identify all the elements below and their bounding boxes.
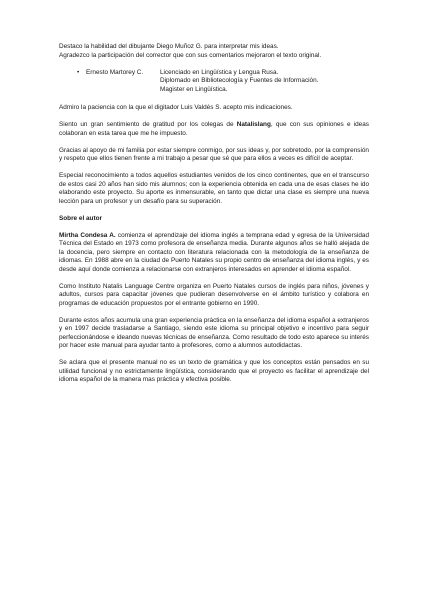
familia-paragraph: Gracias al apoyo de mi familia por estar siempre conmigo, por sus ideas y, por sobretodo, por la comprensión y respeto que ellos tienen frente a mi trabajo a pesar que sé que para ellos a veces es difícil de aceptar. (59, 146, 369, 162)
instituto-paragraph: Como Instituto Natalis Language Centre organiza en Puerto Natales cursos de inglés para niños, jóvenes y adultos, cursos para capacitar jóvenes que pudieran desenvolverse en el ámbito turístico y colabora en programas de educación propuestos por el entrante gobierno en 1990. (59, 282, 369, 307)
bullet-credentials (160, 69, 318, 95)
document-page (59, 43, 369, 393)
section-heading: Sobre el autor (59, 214, 102, 222)
colegas-paragraph (59, 121, 369, 138)
autor-paragraph (59, 232, 369, 275)
intro-paragraph (59, 43, 369, 60)
bullet-person-name: Ernesto Martorey C. (86, 68, 144, 76)
credential-line: Licenciado en Lingüística y Lengua Rusa. (160, 68, 279, 76)
credential-line: Diplomado en Bibliotecología y Fuentes de Información. (160, 77, 319, 84)
estudiantes-paragraph: Especial reconocimiento a todos aquellos estudiantes venidos de los cinco continentes, que en el transcurso de estos casi 20 años han sido mis alumnos; con la experiencia obtenida en cada una de esas clases he ido elaborando este proyecto. Su aporte es inmensurable, en tanto que dictar una clase es siempre una nueva lección para un profesor y un desafío para su superación. (59, 172, 369, 205)
natalislang-bold: Natalislang (236, 121, 271, 128)
colegas-text-after: , que con sus opiniones e ideas colaboran en esta tarea que me he impuesto. (59, 121, 369, 137)
author-name-bold: Mirtha Condesa A. (59, 231, 116, 239)
bullet-list-item (59, 69, 369, 95)
bullet-icon: • (77, 68, 80, 76)
digitador-paragraph: Admiro la paciencia con la que el digitador Luis Valdés S. acepto mis indicaciones. (59, 104, 293, 111)
colegas-text-before: Siento un gran sentimiento de gratitud por los colegas de (59, 121, 237, 128)
intro-line-corrector: Agradezco la participación del corrector que con sus comentarios mejoraron el texto original. (59, 51, 322, 59)
autor-text: comienza el aprendizaje del idioma inglés a temprana edad y egresa de la Universidad Técnica del Estado en 1973 como profesora de enseñanza media. Durante algunos años se halló alejada de la docencia, pero siempre en contacto con literatura relacionada con la metodología de la enseñanza de idiomas. En 1988 abre en la ciudad de Puerto Natales su propio centro de enseñanza del idioma inglés, y es desde aquí donde comienza a relacionarse con extranjeros interesados en aprender el idioma español. (59, 231, 369, 273)
credential-line: Magister en Lingüística. (160, 85, 228, 93)
experiencia-paragraph: Durante estos años acumula una gran experiencia práctica en la enseñanza del idioma español a extranjeros y en 1997 decide trasladarse a Santiago, siendo este idioma su principal objetivo e incentivo para seguir perfeccionándose e ideando nuevas técnicas de enseñanza. Como resultado de todo esto aparece su interés por hacer este manual para ayudar tanto a profesores, como a alumnos autodidactas. (59, 316, 369, 349)
intro-line-dibujante: Destaco la habilidad del dibujante Diego Muñoz G. para interpretar mis ideas. (59, 43, 279, 50)
aclara-paragraph: Se aclara que el presente manual no es un texto de gramática y que los conceptos están pensados en su utilidad funcional y no estrictamente lingüística, considerando que el proyecto es facilitar el aprendizaje del idioma español de la manera mas práctica y efectiva posible. (59, 359, 369, 383)
